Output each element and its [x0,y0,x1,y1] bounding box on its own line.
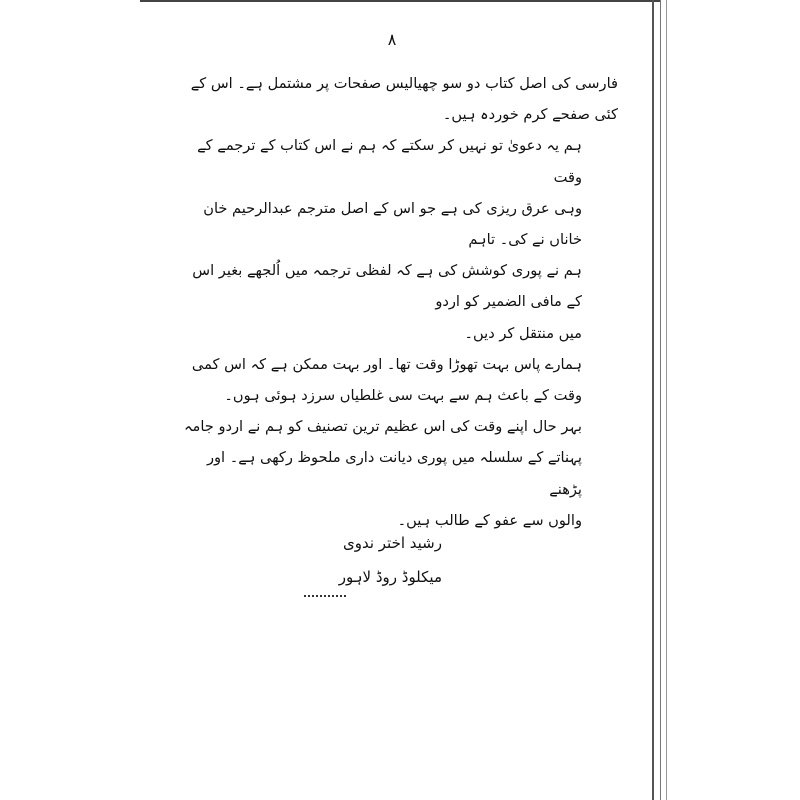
page-edge-line [652,0,654,800]
text-line: ہم یہ دعویٰ تو نہیں کر سکتے کہ ہم نے اس کتاب کے ترجمے کے وقت [197,137,582,186]
text-line: والوں سے عفو کے طالب ہیں۔ [397,511,582,529]
signature-underline [304,595,346,597]
paragraph-3 [178,349,618,411]
page-top-edge [140,0,660,8]
text-line: میں منتقل کر دیں۔ [464,324,582,342]
page-number: ۸ [387,30,397,49]
text-line: ہمارے پاس بہت تھوڑا وقت تھا۔ اور بہت ممکن ہے کہ اس کمی [191,355,582,373]
page-edge-line [660,0,661,800]
signature-block [282,526,442,594]
text-line: وہی عرق ریزی کی ہے جو اس کے اصل مترجم عبدالرحیم خان خاناں نے کی۔ تاہم [203,199,582,249]
paragraph-4 [178,411,618,536]
author-name: رشید اختر ندوی [342,534,442,552]
paragraph-1 [178,68,618,130]
text-line: فارسی کی اصل کتاب دو سو چھیالیس صفحات پر مشتمل ہے۔ اس کے [190,75,618,92]
text-line: وقت کے باعث ہم سے بہت سی غلطیاں سرزد ہوئی ہوں۔ [224,387,582,405]
author-address: میکلوڈ روڈ لاہور [338,568,442,586]
text-line: ہم نے پوری کوشش کی ہے کہ لفظی ترجمہ میں اُلجھے بغیر اس کے مافی الضمیر کو اردو [192,262,582,311]
text-line: کئی صفحے کرم خوردہ ہیں۔ [442,106,618,124]
page-edge-line [666,0,667,800]
body-text [178,68,618,536]
text-line: پہناتے کے سلسلہ میں پوری دیانت داری ملحوظ رکھی ہے۔ اور پڑھنے [206,449,582,498]
text-line: بہر حال اپنے وقت کی اس عظیم ترین تصنیف کو ہم نے اردو جامہ [183,418,582,436]
paragraph-2 [178,130,618,348]
